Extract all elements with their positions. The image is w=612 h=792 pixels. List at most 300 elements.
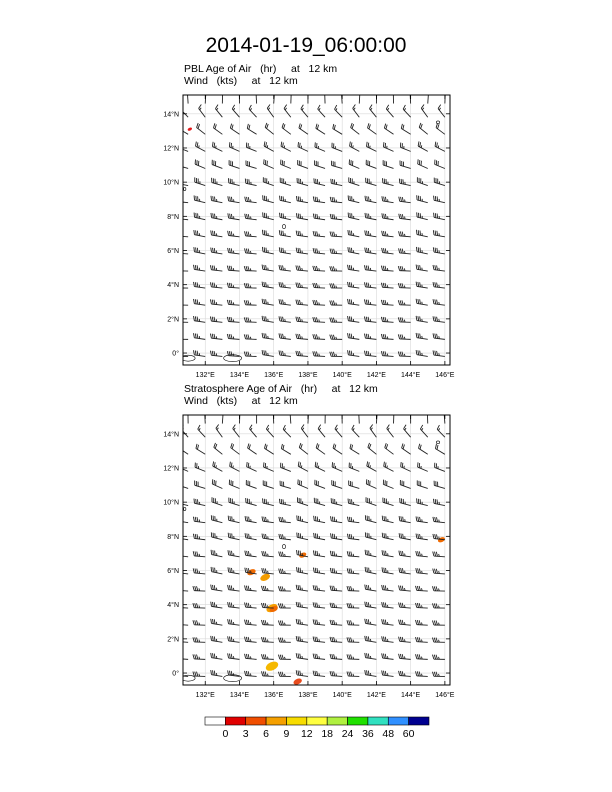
wind-barb xyxy=(296,670,308,676)
lat-label: 4°N xyxy=(167,282,179,290)
wind-barb xyxy=(193,534,205,540)
wind-barb xyxy=(435,142,445,152)
wind-barb xyxy=(351,123,360,134)
wind-barb xyxy=(228,602,240,608)
wind-barb xyxy=(400,480,410,489)
wind-barb xyxy=(330,197,342,203)
wind-barb xyxy=(313,231,325,237)
wind-barb xyxy=(263,195,274,202)
wind-barb xyxy=(366,497,376,505)
wind-barb xyxy=(281,444,290,454)
colorbar-swatch xyxy=(307,717,327,725)
wind-barb xyxy=(382,619,394,625)
wind-barb xyxy=(228,231,240,237)
wind-barb xyxy=(330,352,342,357)
wind-barb xyxy=(349,177,359,185)
wind-barb xyxy=(176,197,188,203)
wind-barb xyxy=(262,230,273,237)
wind-barb xyxy=(245,603,257,609)
wind-barb xyxy=(382,248,394,254)
wind-barb xyxy=(383,160,393,168)
wind-barb xyxy=(228,550,240,557)
wind-barb xyxy=(195,159,205,168)
wind-barb xyxy=(194,195,205,202)
wind-barb xyxy=(347,568,359,574)
wind-barb xyxy=(227,300,239,305)
lon-label: 136°E xyxy=(264,372,284,379)
wind-barb xyxy=(261,637,273,642)
lat-label: 12°N xyxy=(163,145,179,153)
wind-barb xyxy=(352,425,360,437)
wind-barb xyxy=(325,91,329,104)
wind-barb xyxy=(398,300,410,305)
wind-barb xyxy=(279,316,291,322)
wind-barb xyxy=(342,411,346,424)
wind-barb xyxy=(262,568,274,574)
wind-barb xyxy=(267,104,273,117)
wind-barb xyxy=(282,123,291,134)
coastline xyxy=(184,507,186,510)
map-frame xyxy=(183,415,450,685)
wind-barb xyxy=(228,619,240,625)
wind-barb xyxy=(401,462,411,471)
wind-barb xyxy=(348,333,360,339)
wind-barb xyxy=(382,516,393,523)
wind-barb xyxy=(281,142,291,152)
wind-barb xyxy=(193,333,205,339)
lon-label: 140°E xyxy=(332,372,352,379)
wind-barb xyxy=(394,411,399,423)
wind-barb xyxy=(245,231,257,237)
map-area xyxy=(176,411,450,686)
wind-barb xyxy=(195,177,205,185)
map-panel-pbl xyxy=(163,91,454,379)
wind-barb xyxy=(350,444,359,454)
colorbar-label: 6 xyxy=(263,728,269,740)
wind-barb xyxy=(246,480,256,489)
wind-barb xyxy=(211,515,222,522)
wind-barb xyxy=(445,91,450,103)
wind-barb xyxy=(382,670,394,676)
wind-barb xyxy=(364,316,376,322)
wind-barb xyxy=(296,636,308,642)
wind-barb xyxy=(348,230,359,237)
wind-barb xyxy=(181,425,188,437)
wind-barb xyxy=(399,671,411,677)
lon-label: 132°E xyxy=(195,692,215,699)
wind-barb xyxy=(245,214,257,220)
wind-barb xyxy=(347,672,359,677)
wind-barb xyxy=(213,123,222,134)
wind-barb xyxy=(279,282,291,288)
wind-barb xyxy=(256,91,260,104)
wind-barb xyxy=(278,603,290,608)
wind-barb xyxy=(193,265,205,271)
wind-barb xyxy=(399,197,411,203)
wind-barb xyxy=(279,551,291,556)
wind-barb xyxy=(403,105,411,117)
wind-barb xyxy=(261,654,273,659)
wind-barb xyxy=(315,142,325,151)
wind-barb xyxy=(382,602,394,608)
wind-barb xyxy=(349,159,359,168)
wind-barb xyxy=(433,282,445,288)
wind-barb xyxy=(325,411,330,423)
wind-barb xyxy=(432,586,444,591)
wind-barb xyxy=(416,265,428,271)
wind-barb xyxy=(244,352,256,357)
wind-barb xyxy=(398,334,410,339)
colorbar-swatch xyxy=(225,717,245,725)
wind-barb xyxy=(401,124,410,134)
wind-barb xyxy=(279,333,291,339)
main-title: 2014-01-19_06:00:00 xyxy=(205,34,407,57)
wind-barb xyxy=(347,654,359,659)
wind-barb xyxy=(298,142,308,151)
wind-barb xyxy=(296,334,308,340)
lon-label: 146°E xyxy=(435,692,455,699)
wind-barb xyxy=(402,443,411,454)
wind-barb xyxy=(195,481,206,489)
wind-barb xyxy=(416,603,428,608)
wind-barb xyxy=(399,516,411,523)
wind-barb xyxy=(179,444,188,455)
colorbar-label: 3 xyxy=(242,728,249,740)
wind-barb xyxy=(298,479,308,488)
wind-barb xyxy=(278,620,290,625)
wind-barb xyxy=(330,654,342,659)
wind-barb xyxy=(433,569,445,574)
wind-barb xyxy=(266,425,273,437)
wind-barb xyxy=(335,425,342,437)
wind-barb xyxy=(399,248,411,254)
wind-barb xyxy=(281,160,291,169)
wind-barb xyxy=(313,283,325,288)
wind-barb xyxy=(244,300,256,305)
wind-barb xyxy=(316,443,325,454)
wind-barb xyxy=(376,411,381,423)
wind-barb xyxy=(330,637,342,642)
wind-barb xyxy=(291,91,296,103)
wind-barb xyxy=(347,517,359,523)
wind-barb xyxy=(198,425,206,437)
wind-barb xyxy=(229,142,239,151)
wind-barb xyxy=(278,586,290,591)
wind-barb xyxy=(230,462,240,472)
wind-barb xyxy=(435,463,445,472)
wind-barb xyxy=(419,444,428,455)
wind-barb xyxy=(368,443,377,454)
wind-barb xyxy=(387,425,394,438)
wind-barb xyxy=(366,178,377,186)
wind-barb xyxy=(176,551,188,557)
wind-barb xyxy=(176,654,188,659)
lat-label: 10°N xyxy=(163,499,179,507)
colorbar-label: 0 xyxy=(222,728,229,740)
wind-barb xyxy=(432,672,444,677)
wind-barb xyxy=(212,497,222,505)
wind-barb xyxy=(193,672,205,677)
wind-barb xyxy=(197,123,206,134)
wind-barb xyxy=(249,105,257,117)
wind-barb xyxy=(349,481,360,489)
wind-barb xyxy=(228,636,240,642)
wind-barb xyxy=(313,654,325,660)
wind-barb xyxy=(247,462,257,471)
wind-barb xyxy=(313,300,325,305)
wind-barb xyxy=(330,671,342,676)
wind-barb xyxy=(330,551,342,557)
wind-barb xyxy=(193,586,205,591)
wind-barb xyxy=(308,91,313,104)
colorbar-label: 36 xyxy=(362,728,374,740)
lon-label: 134°E xyxy=(229,692,250,699)
wind-barb xyxy=(263,177,273,185)
wind-barb xyxy=(210,351,222,357)
wind-barb xyxy=(211,619,223,625)
lat-label: 0° xyxy=(172,350,179,358)
wind-barb xyxy=(262,534,274,540)
lat-label: 6°N xyxy=(167,568,179,576)
wind-barb xyxy=(330,603,342,608)
wind-barb xyxy=(416,299,428,305)
wind-barb xyxy=(196,142,206,152)
wind-barb xyxy=(210,299,222,305)
wind-barb xyxy=(381,317,393,322)
wind-barb xyxy=(418,159,428,168)
wind-barb xyxy=(245,551,257,557)
wind-barb xyxy=(381,266,393,271)
wind-barb xyxy=(244,266,256,271)
wind-barb xyxy=(313,671,325,677)
wind-barb xyxy=(416,534,428,540)
wind-barb xyxy=(432,638,444,643)
wind-barb xyxy=(416,637,428,642)
wind-barb xyxy=(331,161,342,169)
wind-barb xyxy=(296,283,308,289)
wind-barb xyxy=(299,123,308,134)
wind-barb xyxy=(245,516,257,523)
wind-barb xyxy=(404,425,411,437)
wind-barb xyxy=(400,143,410,152)
wind-barb xyxy=(416,333,428,339)
wind-barb xyxy=(348,195,359,202)
colorbar-label: 18 xyxy=(321,728,334,740)
wind-barb xyxy=(193,282,205,288)
wind-barb xyxy=(262,265,274,271)
wind-barb xyxy=(381,351,393,356)
wind-barb xyxy=(279,230,291,237)
wind-barb xyxy=(193,620,205,625)
wind-barb xyxy=(381,283,393,288)
wind-barb xyxy=(330,318,342,323)
wind-barb xyxy=(228,653,240,659)
wind-barb xyxy=(437,425,445,437)
wind-barb xyxy=(435,160,445,169)
colorbar-swatch xyxy=(246,717,266,725)
wind-barb xyxy=(330,214,342,220)
wind-barb xyxy=(261,671,273,676)
wind-barb xyxy=(231,443,240,454)
wind-barb xyxy=(216,424,222,437)
wind-barb xyxy=(261,586,273,591)
wind-barb xyxy=(348,350,360,356)
wind-barb xyxy=(399,585,411,591)
colorbar xyxy=(205,717,429,725)
wind-barb xyxy=(364,334,376,340)
wind-barb xyxy=(193,637,205,642)
wind-barb xyxy=(399,214,411,220)
colorbar-label: 60 xyxy=(402,728,415,740)
wind-barb xyxy=(257,411,262,424)
lat-label: 14°N xyxy=(163,431,179,439)
wind-barb xyxy=(314,498,325,506)
wind-barb xyxy=(228,585,240,591)
wind-barb xyxy=(196,444,205,454)
wind-barb xyxy=(382,550,394,557)
wind-barb xyxy=(296,351,308,357)
wind-barb xyxy=(187,91,191,104)
wind-barb xyxy=(359,411,363,424)
wind-barb xyxy=(176,300,188,305)
wind-barb xyxy=(176,516,188,522)
panel1-title-line2: Wind (kts) at 12 km xyxy=(184,75,298,87)
wind-barb xyxy=(398,317,410,322)
wind-barb xyxy=(435,444,444,454)
wind-barb xyxy=(211,230,223,236)
wind-barb xyxy=(229,160,239,168)
wind-barb xyxy=(278,638,290,643)
wind-barb xyxy=(298,462,308,472)
wind-barb xyxy=(400,498,411,506)
colorbar-label: 48 xyxy=(382,728,395,740)
wind-barb xyxy=(279,517,291,523)
wind-barb xyxy=(432,603,444,608)
wind-barb xyxy=(194,230,205,237)
wind-barb xyxy=(232,105,239,117)
lat-label: 12°N xyxy=(163,465,179,473)
wind-barb xyxy=(245,620,257,626)
lon-label: 142°E xyxy=(366,372,386,379)
wind-barb xyxy=(247,124,256,134)
coastline xyxy=(436,441,439,444)
wind-barb xyxy=(228,196,240,202)
wind-barb xyxy=(330,231,342,236)
wind-barb xyxy=(313,636,325,642)
wind-barb xyxy=(367,461,377,471)
wind-barb xyxy=(278,672,290,677)
wind-barb xyxy=(365,196,376,203)
wind-barb xyxy=(330,283,342,288)
wind-barb xyxy=(393,91,397,104)
coastline xyxy=(282,545,285,549)
wind-barb xyxy=(210,265,222,271)
wind-barb xyxy=(222,411,227,423)
wind-barb xyxy=(416,654,428,659)
wind-barb xyxy=(222,91,227,103)
wind-barb xyxy=(278,655,290,660)
wind-barb xyxy=(315,462,325,472)
wind-barb xyxy=(385,443,394,454)
wind-barb xyxy=(417,177,427,185)
lon-label: 144°E xyxy=(401,372,421,379)
wind-barb xyxy=(301,105,308,117)
wind-barb xyxy=(227,351,239,356)
wind-barb xyxy=(434,196,445,203)
wind-barb xyxy=(416,551,428,557)
wind-barb xyxy=(296,248,308,254)
wind-barb xyxy=(212,479,222,488)
wind-barb xyxy=(246,143,256,152)
wind-barb xyxy=(264,159,274,168)
wind-barb xyxy=(366,160,376,169)
wind-barb xyxy=(195,463,205,472)
wind-barb xyxy=(244,334,256,339)
wind-barb xyxy=(330,568,342,574)
wind-barb xyxy=(180,105,188,117)
lat-label: 14°N xyxy=(163,111,179,119)
wind-barb xyxy=(438,105,445,118)
wind-barb xyxy=(335,105,343,117)
wind-barb xyxy=(176,586,188,591)
wind-barb xyxy=(239,91,243,104)
wind-barb xyxy=(296,317,308,323)
wind-barb xyxy=(364,351,376,357)
wind-barb xyxy=(416,568,428,574)
wind-barb xyxy=(330,335,342,340)
wind-barb xyxy=(227,334,239,339)
lat-label: 2°N xyxy=(167,316,179,324)
lat-label: 0° xyxy=(172,670,179,678)
coastline xyxy=(436,121,439,124)
wind-barb xyxy=(264,462,274,471)
wind-barb xyxy=(244,283,256,288)
wind-barb xyxy=(348,299,360,305)
wind-barb xyxy=(245,637,257,643)
wind-barb xyxy=(368,123,377,134)
wind-barb xyxy=(416,516,428,522)
wind-barb xyxy=(296,602,308,608)
wind-barb xyxy=(244,317,256,322)
wind-barb xyxy=(214,443,223,454)
wind-barb xyxy=(383,498,394,506)
wind-barb xyxy=(330,266,342,271)
colorbar-swatch xyxy=(205,717,225,725)
wind-barb xyxy=(193,517,205,523)
wind-barb xyxy=(245,585,257,591)
lon-label: 142°E xyxy=(366,692,386,699)
wind-barb xyxy=(308,411,313,423)
wind-barb xyxy=(332,462,342,471)
wind-barb xyxy=(383,480,393,489)
lon-label: 138°E xyxy=(298,692,318,699)
colorbar-swatch xyxy=(368,717,388,725)
wind-barb xyxy=(314,516,325,523)
wind-barb xyxy=(176,266,188,271)
coastline xyxy=(282,225,285,229)
wind-barb xyxy=(366,479,376,488)
colorbar-label: 9 xyxy=(283,728,290,740)
wind-barb xyxy=(193,654,205,659)
wind-barb xyxy=(364,282,376,288)
map-area xyxy=(176,91,450,365)
wind-barb xyxy=(365,230,377,236)
wind-barb xyxy=(434,178,445,186)
wind-barb xyxy=(193,568,205,574)
wind-barb xyxy=(212,142,222,152)
wind-barb xyxy=(399,551,411,557)
wind-barb xyxy=(313,317,325,322)
